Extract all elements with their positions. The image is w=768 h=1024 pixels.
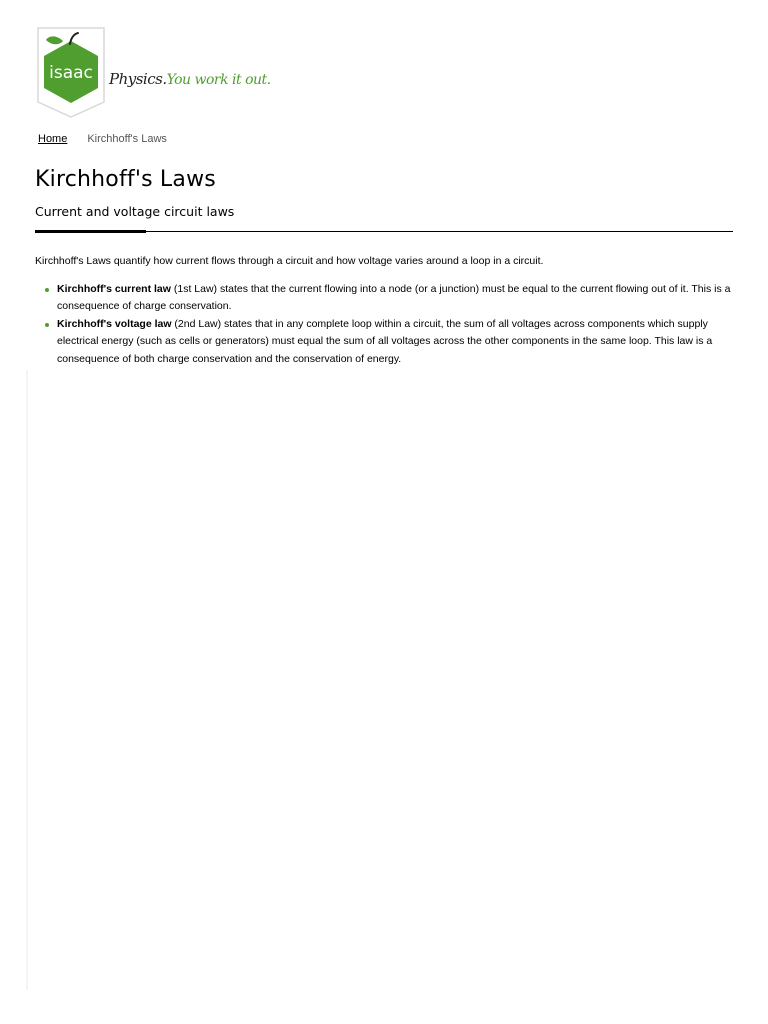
law-term: Kirchhoff's voltage law [57,317,172,330]
bullet-icon [45,323,49,327]
article-content [35,253,735,368]
breadcrumb-current: Kirchhoff's Laws [87,133,167,145]
intro-paragraph: Kirchhoff's Laws quantify how current flows through a circuit and how voltage varies around a loop in a circuit. [35,255,544,267]
breadcrumb [38,133,167,145]
law-term: Kirchhoff's current law [57,282,171,295]
logo-badge-text: isaac [49,63,93,83]
title-divider-accent [35,230,146,233]
isaac-logo-badge [36,26,106,118]
isaac-logo[interactable] [36,26,106,118]
list-item [57,316,735,369]
page-side-rule [26,370,28,990]
logo-wordmark [109,70,271,88]
logo-tagline: You work it out. [166,72,271,88]
site-header [36,26,276,120]
list-item [57,281,735,316]
law-description: (1st Law) states that the current flowing into a node (or a junction) must be equal to the current flowing out of it. This is a consequence of charge conservation. [57,282,731,312]
logo-brand-word: Physics. [109,70,167,88]
page-title: Kirchhoff's Laws [35,167,216,192]
bullet-icon [45,288,49,292]
laws-list [35,281,735,369]
page-subtitle: Current and voltage circuit laws [35,204,235,219]
law-description: (2nd Law) states that in any complete loop within a circuit, the sum of all voltages across components which supply electrical energy (such as cells or generators) must equal the sum of all voltages across the other components in the same loop. This law is a consequence of both charge conservation and the conservation of energy. [57,317,713,365]
breadcrumb-home-link[interactable]: Home [38,133,68,145]
